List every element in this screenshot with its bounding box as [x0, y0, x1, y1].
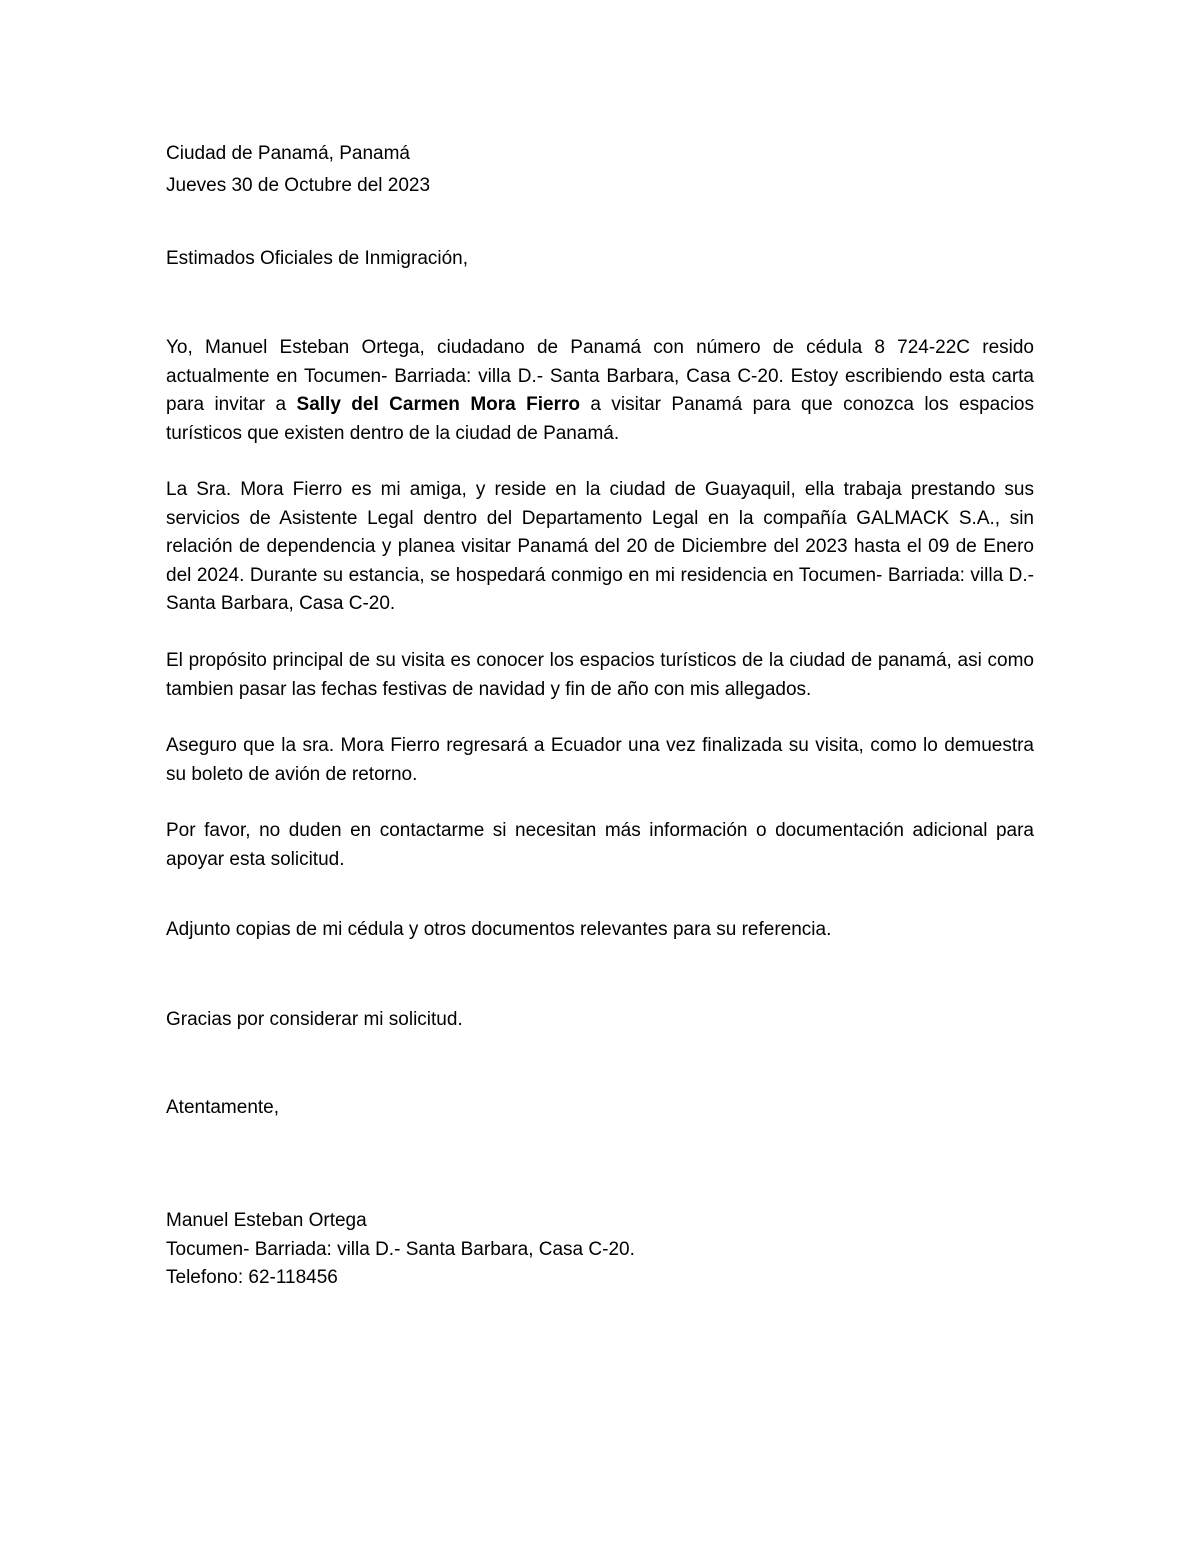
- closing-phrase: Atentamente,: [166, 1097, 280, 1118]
- paragraph-invitee-details: [166, 476, 1034, 619]
- paragraph-return-assurance-text: Aseguro que la sra. Mora Fierro regresará a Ecuador una vez finalizada su visita, como lo demuestra su boleto de avión de retorno.: [166, 735, 1034, 785]
- paragraph-contact-text: Por favor, no duden en contactarme si necesitan más información o documentación adicional para apoyar esta solicitud.: [166, 820, 1034, 870]
- paragraph-purpose: [166, 647, 1034, 704]
- paragraph-introduction-text-end: a visitar Panamá para que conozca los espacios turísticos que existen dentro de la ciudad de Panamá.: [166, 394, 1035, 444]
- paragraph-introduction-text-start: Yo, Manuel Esteban Ortega, ciudadano de Panamá con número de cédula 8 724-22C resido actualmente en Tocumen- Barriada: villa D.- Santa Barbara, Casa C-20. Estoy escribiendo esta carta para invitar a: [166, 337, 1034, 415]
- paragraph-return-assurance: [166, 732, 1034, 789]
- signature-address: Tocumen- Barriada: villa D.- Santa Barbara, Casa C-20.: [166, 1239, 635, 1260]
- signature-phone: Telefono: 62-118456: [166, 1267, 338, 1288]
- letter-date: Jueves 30 de Octubre del 2023: [166, 175, 431, 196]
- paragraph-invitee-details-text: La Sra. Mora Fierro es mi amiga, y reside en la ciudad de Guayaquil, ella trabaja prestando sus servicios de Asistente Legal dentro del Departamento Legal en la compañía GALMACK S.A., sin relación de dependencia y planea visitar Panamá del 20 de Diciembre del 2023 hasta el 09 de Enero del 2024. Durante su estancia, se hospedará conmigo en mi residencia en Tocumen- Barriada: villa D.- Santa Barbara, Casa C-20.: [166, 479, 1034, 614]
- thanks-note: Gracias por considerar mi solicitud.: [166, 1009, 463, 1030]
- paragraph-purpose-text: El propósito principal de su visita es conocer los espacios turísticos de la ciudad de panamá, asi como tambien pasar las fechas festivas de navidad y fin de año con mis allegados.: [166, 650, 1034, 700]
- letter-place: Ciudad de Panamá, Panamá: [166, 143, 410, 164]
- paragraph-contact: [166, 817, 1034, 874]
- attachments-note: Adjunto copias de mi cédula y otros documentos relevantes para su referencia.: [166, 919, 832, 940]
- paragraph-introduction: [166, 334, 1034, 448]
- invitee-name: Sally del Carmen Mora Fierro: [296, 394, 580, 415]
- signature-name: Manuel Esteban Ortega: [166, 1210, 367, 1231]
- letter-salutation: Estimados Oficiales de Inmigración,: [166, 248, 469, 269]
